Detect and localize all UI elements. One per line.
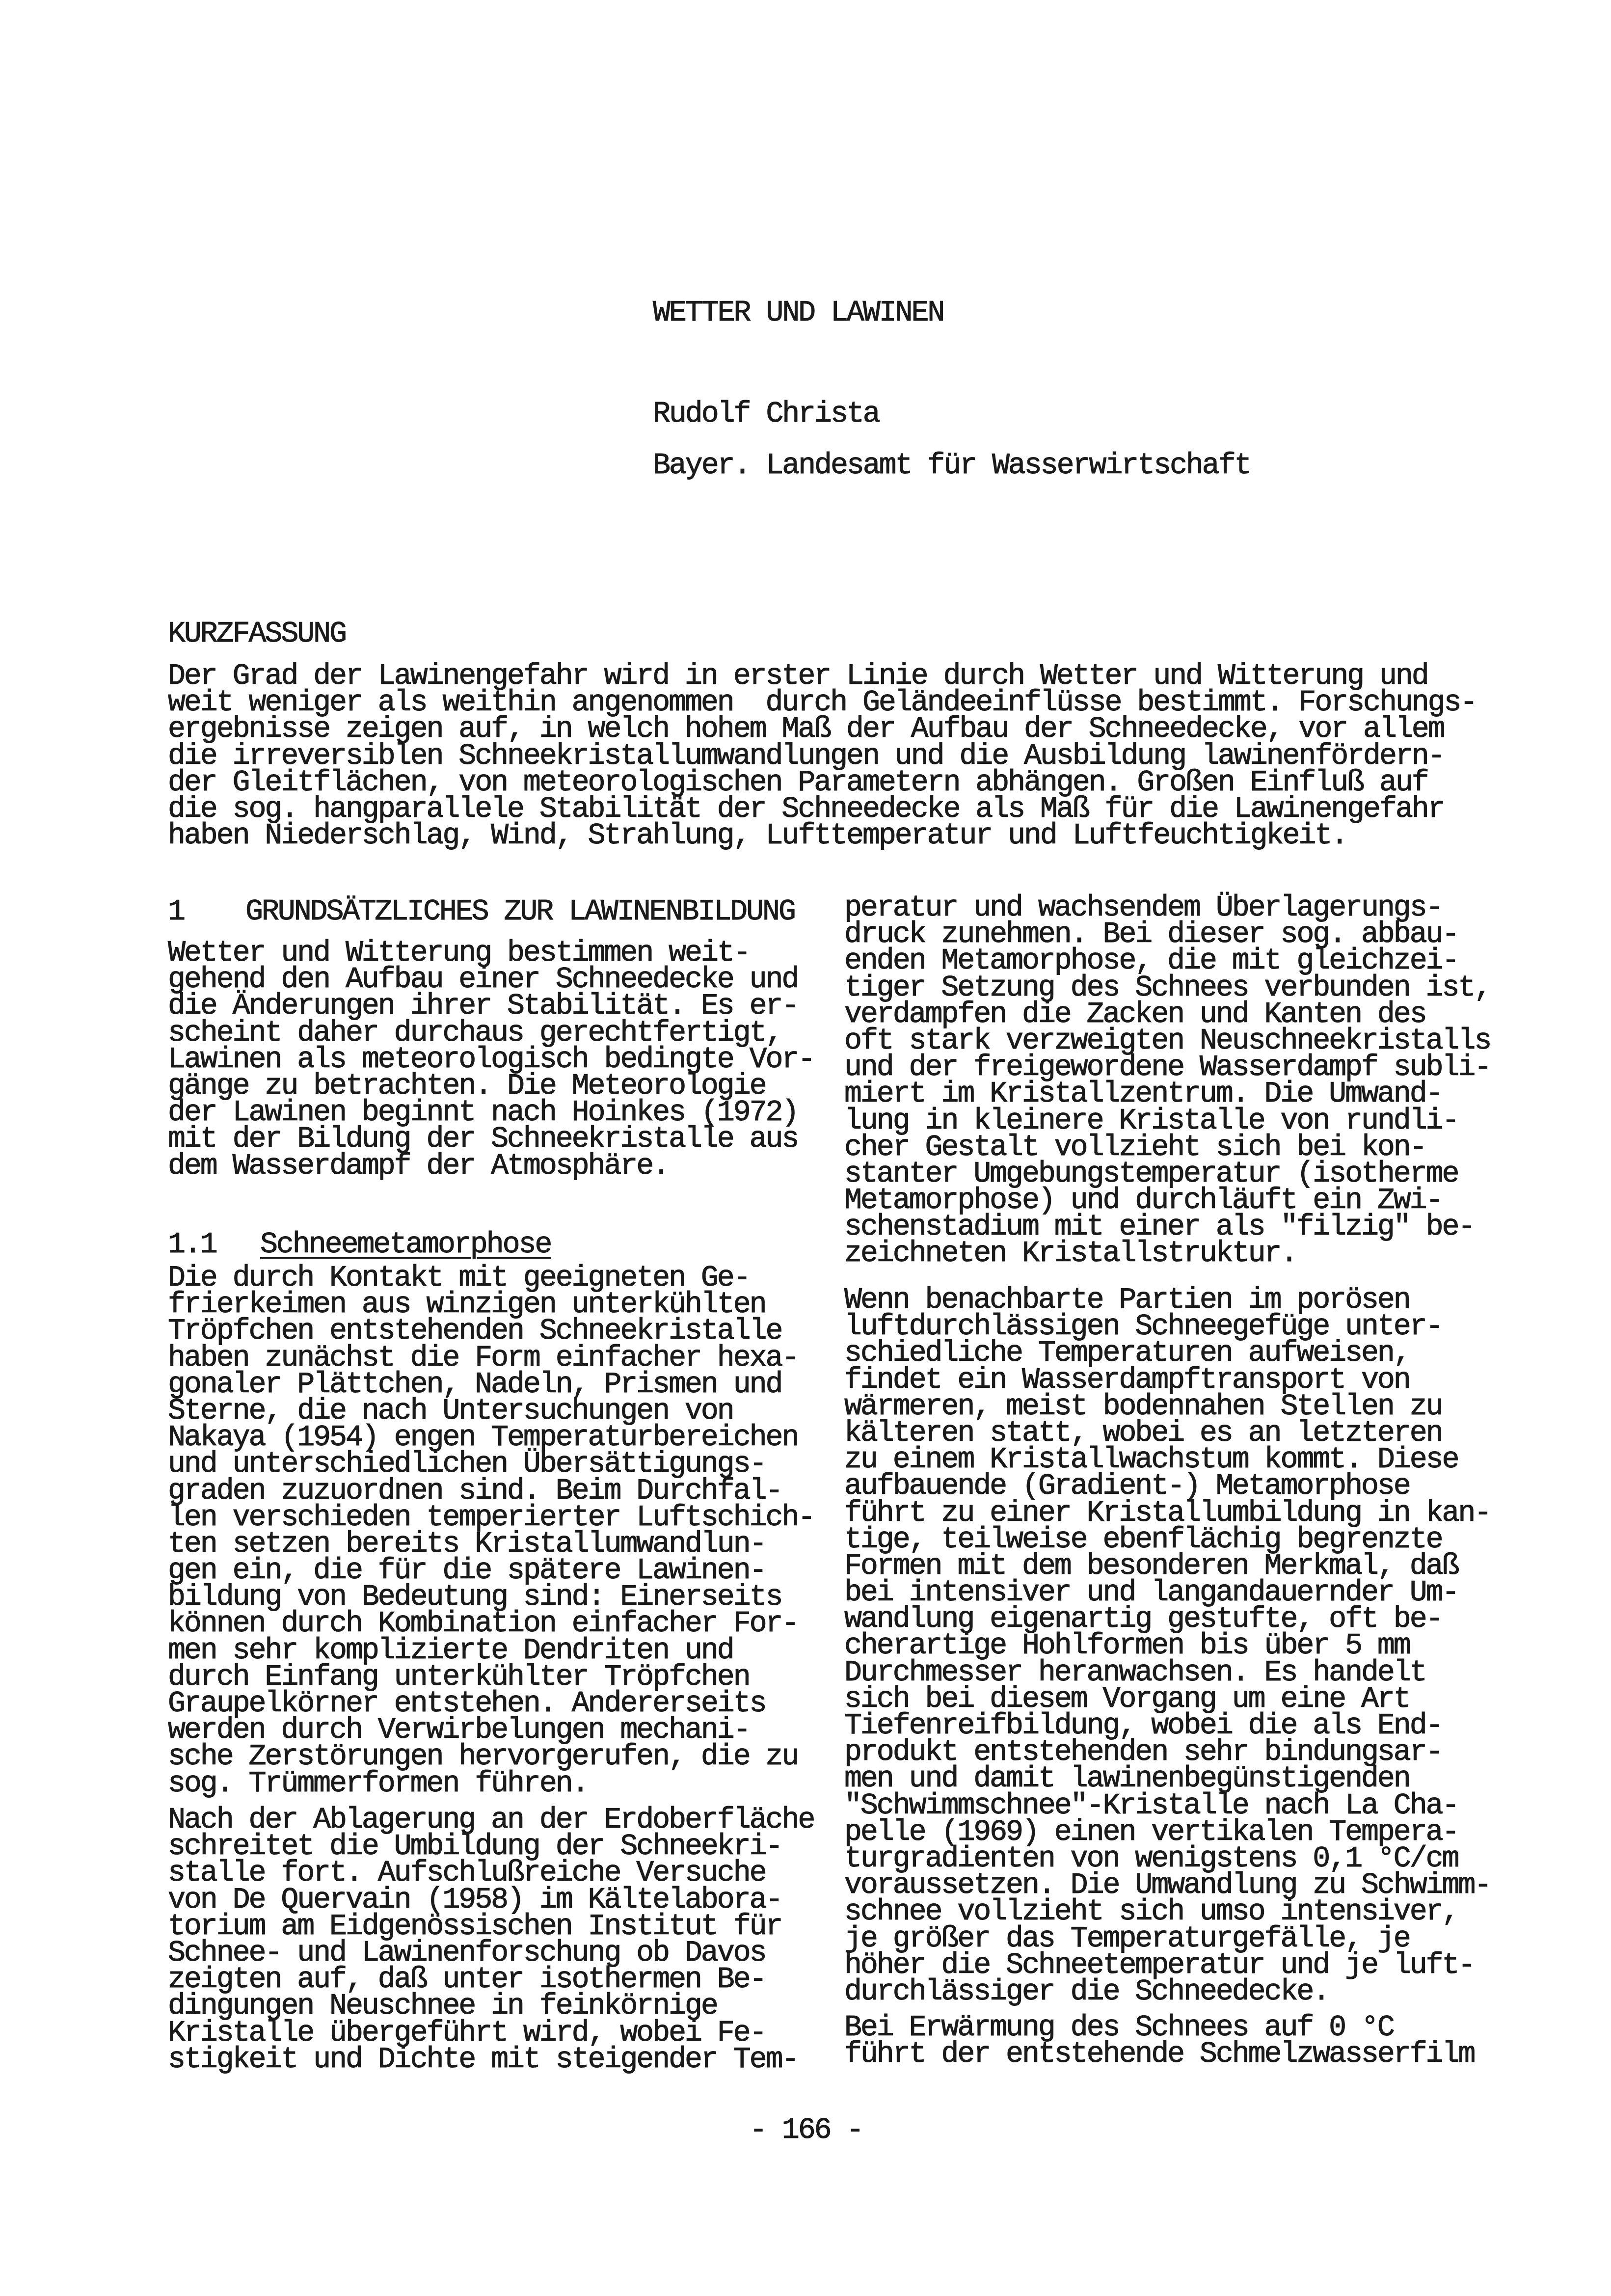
text-line: die Änderungen ihrer Stabilität. Es er- xyxy=(168,990,798,1024)
text-line: enden Metamorphose, die mit gleichzei- xyxy=(844,945,1458,978)
section-number: 1 xyxy=(168,895,184,929)
text-line: Bei Erwärmung des Schnees auf 0 °C xyxy=(844,2011,1394,2045)
paragraph xyxy=(844,1284,1502,2009)
text-line: der Gleitflächen, von meteorologischen Parametern abhängen. Großen Einfluß auf xyxy=(168,766,1428,800)
text-line: tige, teilweise ebenflächig begrenzte xyxy=(844,1523,1442,1557)
text-line: gehend den Aufbau einer Schneedecke und xyxy=(168,963,798,997)
text-line: len verschieden temperierter Luftschich- xyxy=(168,1501,814,1535)
text-line: durchlässiger die Schneedecke. xyxy=(844,1975,1329,2009)
text-line: Tiefenreifbildung, wobei die als End- xyxy=(844,1709,1442,1743)
text-line: wandlung eigenartig gestufte, oft be- xyxy=(844,1603,1442,1637)
text-line: cher Gestalt vollzieht sich bei kon- xyxy=(844,1131,1426,1164)
text-line: ten setzen bereits Kristallumwandlun- xyxy=(168,1527,766,1561)
text-line: kälteren statt, wobei es an letzteren xyxy=(844,1416,1442,1450)
text-line: turgradienten von wenigstens 0,1 °C/cm xyxy=(844,1842,1458,1876)
text-line: verdampfen die Zacken und Kanten des xyxy=(844,998,1426,1031)
text-line: die irreversiblen Schneekristallumwandlungen und die Ausbildung lawinenfördern- xyxy=(168,739,1444,773)
text-line: bildung von Bedeutung sind: Einerseits xyxy=(168,1581,782,1615)
text-line: pelle (1969) einen vertikalen Tempera- xyxy=(844,1815,1458,1849)
text-line: produkt entstehenden sehr bindungsar- xyxy=(844,1736,1442,1770)
text-line: Nach der Ablagerung an der Erdoberfläche xyxy=(168,1804,814,1837)
text-line: und unterschiedlichen Übersättigungs- xyxy=(168,1448,766,1482)
text-line: Schnee- und Lawinenforschung ob Davos xyxy=(168,1936,766,1970)
subsection-number: 1.1 xyxy=(168,1228,216,1262)
text-line: Kristalle übergeführt wird, wobei Fe- xyxy=(168,2016,766,2050)
text-line: peratur und wachsendem Überlagerungs- xyxy=(844,891,1442,925)
text-line: Wetter und Witterung bestimmen weit- xyxy=(168,937,750,970)
text-line: Sterne, die nach Untersuchungen von xyxy=(168,1394,733,1428)
text-line: je größer das Temperaturgefälle, je xyxy=(844,1922,1410,1956)
text-line: werden durch Verwirbelungen mechani- xyxy=(168,1714,750,1748)
text-line: luftdurchlässigen Schneegefüge unter- xyxy=(844,1310,1442,1344)
text-line: können durch Kombination einfacher For- xyxy=(168,1607,798,1641)
text-line: Nakaya (1954) engen Temperaturbereichen xyxy=(168,1421,798,1455)
abstract-body xyxy=(168,660,1493,853)
text-line: haben zunächst die Form einfacher hexa- xyxy=(168,1341,798,1375)
text-line: sog. Trümmerformen führen. xyxy=(168,1767,588,1801)
text-line: Tröpfchen entstehenden Schneekristalle xyxy=(168,1315,782,1349)
abstract-heading: KURZFASSUNG xyxy=(168,618,346,651)
text-line: zeigten auf, daß unter isothermen Be- xyxy=(168,1963,766,1997)
text-line: frierkeimen aus winzigen unterkühlten xyxy=(168,1288,766,1322)
text-line: findet ein Wasserdampftransport von xyxy=(844,1363,1410,1397)
text-line: aufbauende (Gradient-) Metamorphose xyxy=(844,1470,1410,1504)
text-line: schenstadium mit einer als "filzig" be- xyxy=(844,1211,1475,1244)
paragraph xyxy=(844,2011,1502,2072)
section-title: GRUNDSÄTZLICHES ZUR LAWINENBILDUNG xyxy=(245,895,795,929)
text-line: Der Grad der Lawinengefahr wird in erster Linie durch Wetter und Witterung und xyxy=(168,660,1428,693)
text-line: schreitet die Umbildung der Schneekri- xyxy=(168,1830,782,1864)
subsection-heading xyxy=(168,1228,816,1262)
text-line: mit der Bildung der Schneekristalle aus xyxy=(168,1123,798,1157)
author-affiliation: Bayer. Landesamt für Wasserwirtschaft xyxy=(653,449,1251,483)
paragraph xyxy=(168,1804,821,2077)
text-line: Die durch Kontakt mit geeigneten Ge- xyxy=(168,1262,750,1295)
text-line: scheint daher durchaus gerechtfertigt, xyxy=(168,1016,782,1050)
text-line: die sog. hangparallele Stabilität der Schneedecke als Maß für die Lawinengefahr xyxy=(168,792,1444,826)
text-line: gonaler Plättchen, Nadeln, Prismen und xyxy=(168,1368,782,1402)
text-line: durch Einfang unterkühlter Tröpfchen xyxy=(168,1660,750,1694)
text-line: stalle fort. Aufschlußreiche Versuche xyxy=(168,1857,766,1891)
subsection-title: Schneemetamorphose xyxy=(260,1228,551,1262)
author-name: Rudolf Christa xyxy=(653,398,879,431)
text-line: wärmeren, meist bodennahen Stellen zu xyxy=(844,1390,1442,1424)
text-line: führt der entstehende Schmelzwasserfilm xyxy=(844,2038,1475,2072)
text-line: bei intensiver und langandauernder Um- xyxy=(844,1576,1458,1610)
paper-title: WETTER UND LAWINEN xyxy=(653,297,944,330)
text-line: sich bei diesem Vorgang um eine Art xyxy=(844,1682,1410,1716)
text-line: Graupelkörner entstehen. Andererseits xyxy=(168,1687,766,1721)
text-line: Wenn benachbarte Partien im porösen xyxy=(844,1284,1410,1317)
text-line: gen ein, die für die spätere Lawinen- xyxy=(168,1554,766,1588)
text-line: men und damit lawinenbegünstigenden xyxy=(844,1762,1410,1796)
text-line: oft stark verzweigten Neuschneekristalls xyxy=(844,1024,1491,1058)
text-line: haben Niederschlag, Wind, Strahlung, Lufttemperatur und Luftfeuchtigkeit. xyxy=(168,819,1347,853)
text-line: men sehr komplizierte Dendriten und xyxy=(168,1634,733,1668)
text-line: gänge zu betrachten. Die Meteorologie xyxy=(168,1069,766,1103)
text-line: der Lawinen beginnt nach Hoinkes (1972) xyxy=(168,1096,798,1130)
text-line: Metamorphose) und durchläuft ein Zwi- xyxy=(844,1184,1442,1218)
page-number: - 166 - xyxy=(750,2114,863,2147)
paragraph xyxy=(844,891,1502,1271)
text-line: ergebnisse zeigen auf, in welch hohem Maß der Aufbau der Schneedecke, vor allem xyxy=(168,713,1444,747)
paragraph xyxy=(168,937,821,1183)
text-line: von De Quervain (1958) im Kältelabora- xyxy=(168,1883,782,1917)
text-line: cherartige Hohlformen bis über 5 mm xyxy=(844,1629,1410,1663)
text-line: zeichneten Kristallstruktur. xyxy=(844,1237,1297,1271)
text-line: und der freigewordene Wasserdampf subli- xyxy=(844,1051,1491,1085)
text-line: lung in kleinere Kristalle von rundli- xyxy=(844,1104,1458,1138)
text-line: Formen mit dem besonderen Merkmal, daß xyxy=(844,1549,1458,1583)
text-line: stigkeit und Dichte mit steigender Tem- xyxy=(168,2043,798,2077)
paragraph xyxy=(168,1262,821,1801)
text-line: dingungen Neuschnee in feinkörnige xyxy=(168,1990,717,2024)
text-line: miert im Kristallzentrum. Die Umwand- xyxy=(844,1078,1442,1111)
text-line: graden zuzuordnen sind. Beim Durchfal- xyxy=(168,1474,782,1508)
text-line: Lawinen als meteorologisch bedingte Vor- xyxy=(168,1043,814,1077)
text-line: druck zunehmen. Bei dieser sog. abbau- xyxy=(844,918,1458,952)
text-line: schiedliche Temperaturen aufweisen, xyxy=(844,1337,1410,1371)
text-line: führt zu einer Kristallumbildung in kan- xyxy=(844,1496,1491,1530)
text-line: schnee vollzieht sich umso intensiver, xyxy=(844,1895,1458,1929)
text-line: torium am Eidgenössischen Institut für xyxy=(168,1910,782,1944)
text-line: voraussetzen. Die Umwandlung zu Schwimm- xyxy=(844,1869,1491,1903)
text-line: tiger Setzung des Schnees verbunden ist, xyxy=(844,971,1491,1005)
section-heading xyxy=(168,895,816,929)
text-line: weit weniger als weithin angenommen durch Geländeeinflüsse bestimmt. Forschungs- xyxy=(168,686,1477,720)
text-line: stanter Umgebungstemperatur (isotherme xyxy=(844,1157,1458,1191)
text-line: Durchmesser heranwachsen. Es handelt xyxy=(844,1656,1426,1690)
text-line: "Schwimmschnee"-Kristalle nach La Cha- xyxy=(844,1789,1458,1823)
text-line: dem Wasserdampf der Atmosphäre. xyxy=(168,1149,669,1183)
text-line: zu einem Kristallwachstum kommt. Diese xyxy=(844,1443,1458,1477)
text-line: höher die Schneetemperatur und je luft- xyxy=(844,1948,1475,1982)
text-line: sche Zerstörungen hervorgerufen, die zu xyxy=(168,1740,798,1774)
